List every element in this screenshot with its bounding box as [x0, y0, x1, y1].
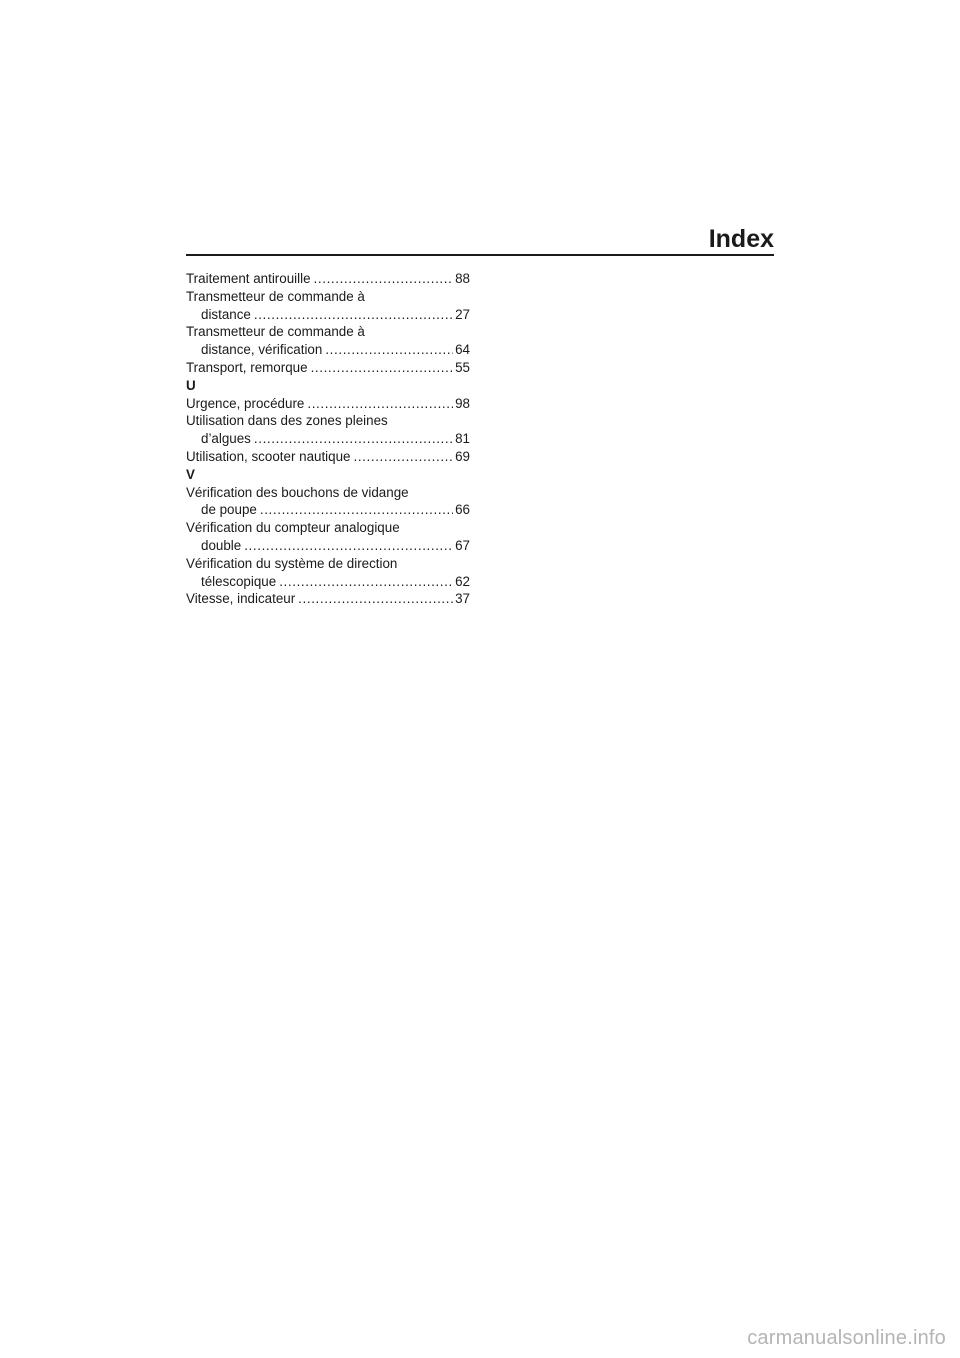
index-entry-label: distance: [201, 306, 251, 322]
index-entry-line: [186, 359, 470, 377]
dot-leader: [279, 573, 453, 591]
index-entry-label: Vérification du système de direction: [186, 555, 398, 571]
index-page-number: 27: [455, 306, 470, 322]
index-entry-label: télescopique: [201, 573, 277, 589]
index-entry-label: distance, vérification: [201, 342, 323, 358]
index-section-letter: V: [186, 466, 195, 482]
index-entry-label: Urgence, procédure: [186, 395, 305, 411]
index-entry-line: [186, 519, 470, 537]
dot-leader: [325, 341, 453, 359]
index-entry: [186, 590, 470, 608]
index-entry: [186, 323, 470, 359]
dot-leader: [311, 359, 454, 377]
index-entry-label: Utilisation, scooter nautique: [186, 448, 351, 464]
index-page-number: 69: [455, 448, 470, 464]
index-entry-label: de poupe: [201, 502, 257, 518]
index-entry: [186, 412, 470, 448]
index-entry-label: d’algues: [201, 431, 251, 447]
dot-leader: [314, 270, 454, 288]
dot-leader: [254, 306, 453, 324]
index-entry-line: [186, 395, 470, 413]
index-entry: [186, 288, 470, 324]
index-entry-continuation: [186, 501, 470, 519]
index-entry-line: [186, 484, 470, 502]
index-entry: [186, 519, 470, 555]
index-entry-label: Transmetteur de commande à: [186, 324, 365, 340]
index-entry-label: Traitement antirouille: [186, 271, 311, 286]
index-section-letter: U: [186, 377, 196, 393]
index-entry-label: Vérification des bouchons de vidange: [186, 484, 409, 500]
index-entry-continuation: [186, 341, 470, 359]
index-entry-continuation: [186, 573, 470, 591]
dot-leader: [354, 448, 454, 466]
dot-leader: [254, 430, 453, 448]
index-entry-line: [186, 323, 470, 341]
index-entry-line: [186, 448, 470, 466]
index-entry-continuation: [186, 430, 470, 448]
index-page-number: 64: [455, 342, 470, 358]
index-entry-continuation: [186, 537, 470, 555]
index-entry-continuation: [186, 306, 470, 324]
index-page-number: 37: [455, 591, 470, 607]
index-entry: [186, 448, 470, 466]
index-entry: [186, 359, 470, 377]
index-entry: [186, 484, 470, 520]
index-entry-line: [186, 555, 470, 573]
index-entry-label: Transport, remorque: [186, 359, 308, 375]
index-entry: [186, 555, 470, 591]
index-entry-line: [186, 270, 470, 288]
index-page-number: 62: [455, 573, 470, 589]
index-entry-line: [186, 412, 470, 430]
index-page-number: 81: [455, 431, 470, 447]
page-header: [186, 222, 774, 256]
index-entry-label: Vérification du compteur analogique: [186, 520, 400, 536]
dot-leader: [244, 537, 453, 555]
index-entry-line: [186, 590, 470, 608]
index-entry-label: double: [201, 537, 242, 553]
index-page-number: 98: [455, 395, 470, 411]
index-entry-label: Utilisation dans des zones pleines: [186, 413, 388, 429]
index-page-number: 67: [455, 537, 470, 553]
dot-leader: [307, 395, 453, 413]
index-entry: [186, 270, 470, 288]
index-entry: [186, 395, 470, 413]
page-title: Index: [708, 225, 774, 253]
dot-leader: [260, 501, 453, 519]
dot-leader: [298, 590, 453, 608]
index-page-number: 66: [455, 502, 470, 518]
index-entry-label: Transmetteur de commande à: [186, 288, 365, 304]
index-entry-label: Vitesse, indicateur: [186, 591, 296, 607]
index-page-number: 88: [455, 271, 470, 286]
index-list: [186, 270, 470, 608]
index-page-number: 55: [455, 359, 470, 375]
index-entry-line: [186, 288, 470, 306]
watermark: carmanualsonline.info: [747, 1327, 946, 1349]
